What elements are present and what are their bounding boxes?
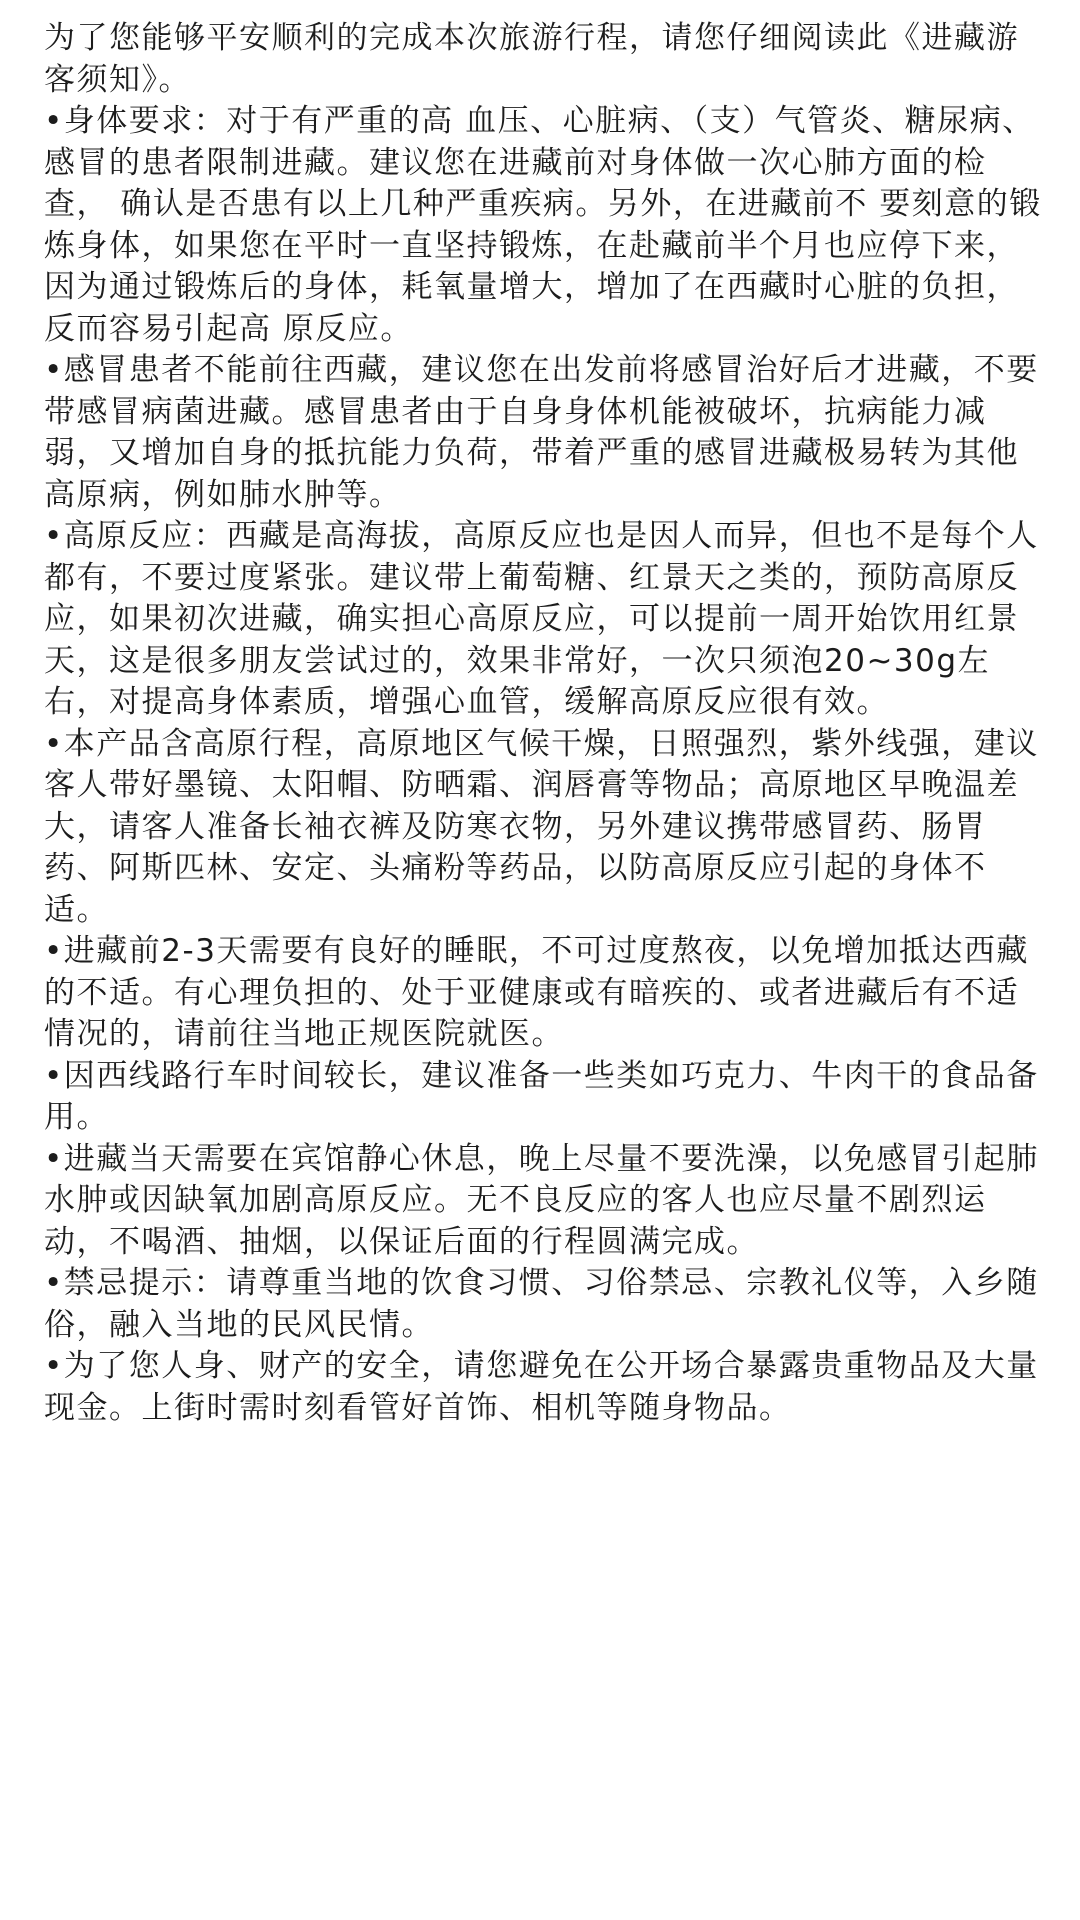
notice-item-road-snacks: •因西线路行车时间较长，建议准备一些类如巧克力、牛肉干的食品备用。 <box>44 1057 1039 1135</box>
notice-item-packing-list: •本产品含高原行程，高原地区气候干燥，日照强烈，紫外线强，建议客人带好墨镜、太阳帽、防晒霜、润唇膏等物品；高原地区早晚温差大，请客人准备长袖衣裤及防寒衣物，另外建议携带感冒药、肠胃药、阿斯匹林、安定、头痛粉等药品，以防高原反应引起的身体不适。 <box>44 725 1039 928</box>
notice-item-safety: •为了您人身、财产的安全，请您避免在公开场合暴露贵重物品及大量现金。上街时需时刻看管好首饰、相机等随身物品。 <box>44 1348 1039 1426</box>
tibet-travel-notice <box>44 18 1048 1429</box>
notice-item-cold-patients: •感冒患者不能前往西藏，建议您在出发前将感冒治好后才进藏，不要带感冒病菌进藏。感冒患者由于自身身体机能被破坏，抗病能力减弱，又增加自身的抵抗能力负荷，带着严重的感冒进藏极易转为其他高原病，例如肺水肿等。 <box>44 352 1039 513</box>
notice-item-altitude-sickness: •高原反应：西藏是高海拔，高原反应也是因人而异，但也不是每个人都有，不要过度紧张。建议带上葡萄糖、红景天之类的，预防高原反应，如果初次进藏，确实担心高原反应，可以提前一周开始饮用红景天，这是很多朋友尝试过的，效果非常好，一次只须泡20~30g左右，对提高身体素质，增强心血管，缓解高原反应很有效。 <box>44 518 1039 720</box>
notice-item-taboos: •禁忌提示：请尊重当地的饮食习惯、习俗禁忌、宗教礼仪等，入乡随俗，融入当地的民风民情。 <box>44 1265 1039 1343</box>
notice-intro: 为了您能够平安顺利的完成本次旅游行程，请您仔细阅读此《进藏游客须知》。 <box>44 20 1019 98</box>
notice-item-arrival-rest: •进藏当天需要在宾馆静心休息，晚上尽量不要洗澡，以免感冒引起肺水肿或因缺氧加剧高原反应。无不良反应的客人也应尽量不剧烈运动，不喝酒、抽烟，以保证后面的行程圆满完成。 <box>44 1140 1039 1260</box>
notice-item-physical-requirements: •身体要求：对于有严重的高 血压、心脏病、（支）气管炎、糖尿病、感冒的患者限制进藏。建议您在进藏前对身体做一次心肺方面的检 查， 确认是否患有以上几种严重疾病。另外，在进藏前不 要刻意的锻炼身体，如果您在平时一直坚持锻炼，在赴藏前半个月也应停下来，因为通过锻炼后的身体，耗氧量增大，增加了在西藏时心脏的负担，反而容易引起高 原反应。 <box>44 103 1042 347</box>
notice-item-sleep: •进藏前2-3天需要有良好的睡眠，不可过度熬夜，以免增加抵达西藏的不适。有心理负担的、处于亚健康或有暗疾的、或者进藏后有不适情况的，请前往当地正规医院就医。 <box>44 933 1029 1052</box>
